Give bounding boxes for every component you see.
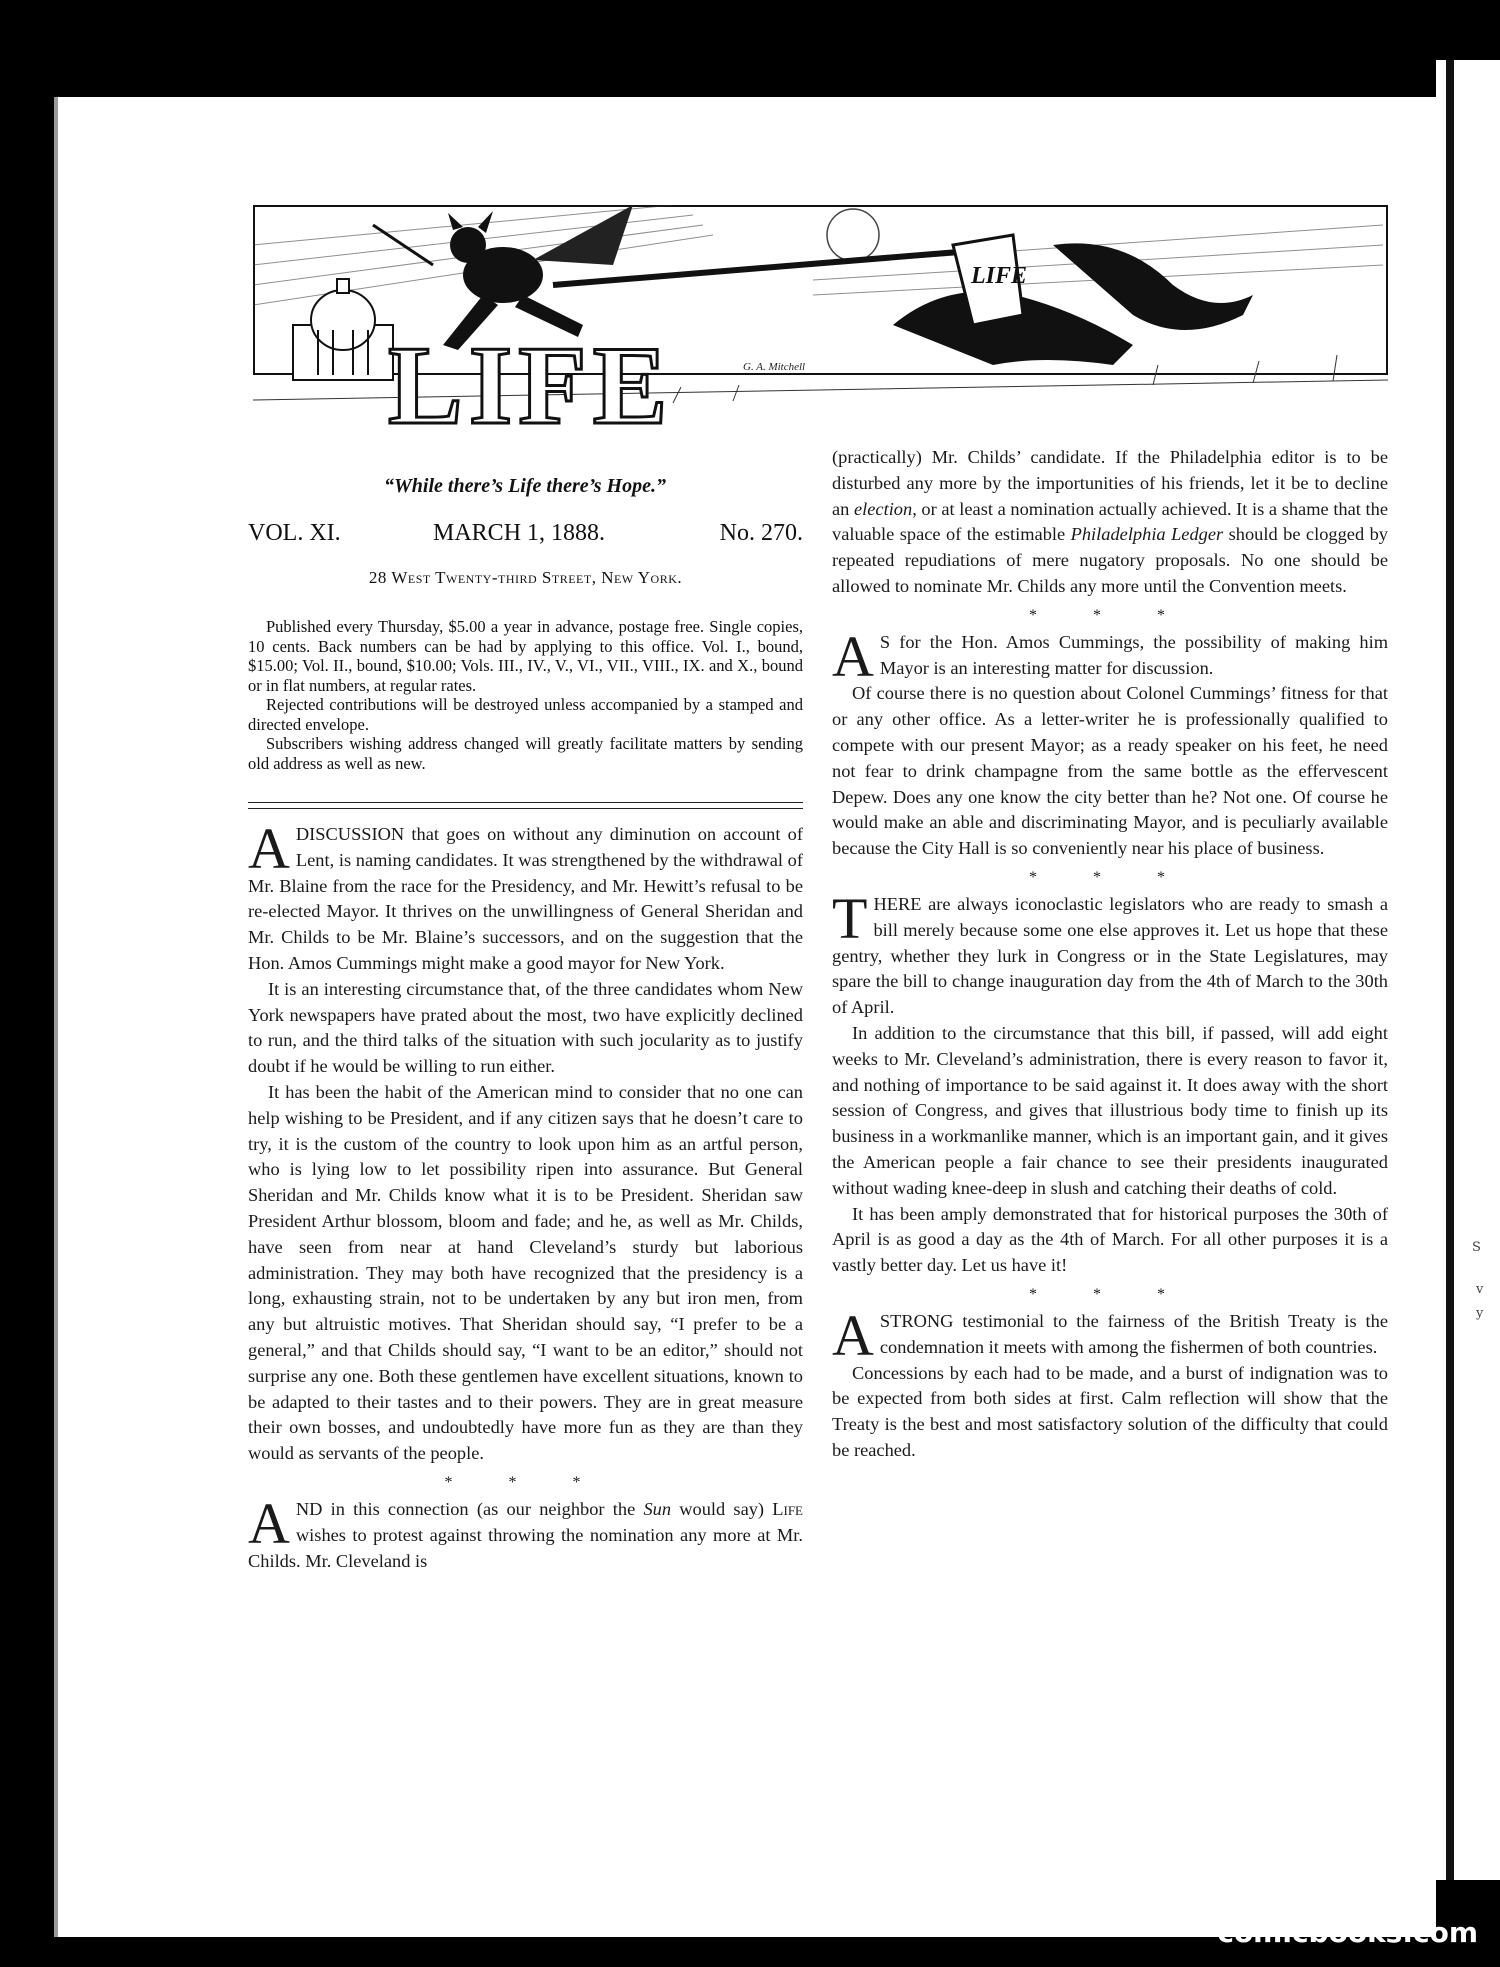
section-separator: * * * bbox=[1029, 1285, 1191, 1303]
adjacent-page-fragment: S bbox=[1472, 1240, 1481, 1255]
artist-signature: G. A. Mitchell bbox=[743, 361, 806, 373]
sun bbox=[827, 209, 879, 261]
shield-text: LIFE bbox=[971, 263, 1028, 289]
lead-word: DISCUSSION bbox=[295, 824, 405, 844]
section-separator: * * * bbox=[1029, 868, 1191, 886]
drop-cap: A bbox=[832, 623, 874, 689]
address bbox=[248, 568, 803, 588]
masthead-illustration bbox=[253, 205, 1388, 455]
section-separator: * * * bbox=[444, 1473, 607, 1491]
newspaper-name: Philadelphia Ledger bbox=[1070, 524, 1224, 545]
emphasis: election, bbox=[853, 498, 917, 519]
article-paragraph bbox=[248, 816, 803, 977]
lance bbox=[553, 250, 983, 285]
section-separator: * * * bbox=[1029, 606, 1191, 624]
issue-number: No. 270. bbox=[719, 520, 803, 546]
paragraph-text: testimonial to the fairness of the British Treaty is the condemnation it meets with among the fishermen of both countries. bbox=[879, 1310, 1389, 1357]
publication-notice bbox=[248, 617, 803, 773]
page-gutter bbox=[1446, 60, 1454, 1880]
drop-cap: T bbox=[832, 885, 868, 951]
life-logo: LIFE bbox=[388, 324, 674, 448]
paragraph-text: or at least a nomination actually achieved. It is a shame that the valuable space of the estimable bbox=[832, 498, 1388, 545]
paragraph-text: wishes to protest against throwing the nomination any more at Mr. Childs. Mr. Cleveland is bbox=[248, 1524, 803, 1571]
article-paragraph bbox=[248, 1490, 803, 1574]
newspaper-name: Sun bbox=[643, 1498, 672, 1519]
adjacent-page-fragment: v bbox=[1476, 1282, 1484, 1297]
notice-subscription: Published every Thursday, $5.00 a year in advance, postage free. Single copies, 10 cents. Back numbers can be had by applying to this office. Vol. I., bound, $15.00; Vol. II., bound, $10.00; Vols. III., IV., V., VI., VII., VIII., IX. and X., bound or in flat numbers, at regular rates. bbox=[248, 617, 803, 695]
article-paragraph: It has been the habit of the American mind to consider that no one can help wishing to be President, and if any citizen says that he doesn’t care to try, it is the custom of the country to look upon him as an artful person, who is lying low to let possibility ripen into assurance. But General Sheridan and Mr. Childs know what it is to be President. Sheridan saw President Arthur blossom, bloom and fade; and he, as well as Mr. Childs, have seen from near at hand Cleveland’s sturdy but laborious administration. They may both have recognized that the presidency is a long, exhausting strain, not to be undertaken by any but iron men, from any but altruistic motives. That Sheridan should say, “I prefer to be a general,” and that Childs should say, “I want to be an editor,” should not surprise any one. Both these gentlemen have excellent situations, known to be adapted to their tastes and to their powers. They are in great measure their own bosses, and undoubtedly have more fun as they are than they would as servants of the people. bbox=[248, 1081, 803, 1464]
article-paragraph: Of course there is no question about Colonel Cummings’ fitness for that or any other office. As a letter-writer he is professionally qualified to compete with our present Mayor; as a ready speaker on his feet, he need not fear to drink champagne from the same bottle as the effervescent Depew. Does any one know the city better than he? Not one. Of course he would make an able and discriminating Mayor, and is peculiarly available because the City Hall is so conveniently near his place of business. bbox=[832, 683, 1388, 859]
magazine-name: Life bbox=[772, 1498, 803, 1519]
paragraph-text: should be clogged by repeated repudiations of mere nugatory proposals. No one should be allowed to nominate Mr. Childs any more until the Convention meets. bbox=[832, 524, 1388, 596]
divider-rule bbox=[248, 808, 803, 809]
divider-rule bbox=[248, 802, 803, 803]
article-paragraph bbox=[832, 445, 1388, 600]
article-paragraph: In addition to the circumstance that this bill, if passed, will add eight weeks to Mr. Cleveland’s administration, there is every reason to favor it, and nothing of importance to be said against it. It does away with the short session of Congress, and gives that illustrious body time to finish up its business in a workmanlike manner, which is an important gain, and it gives the American people a fair chance to see their presidents inaugurated without wading knee-deep in slush and catching their deaths of cold. bbox=[832, 1022, 1388, 1198]
paragraph-text: that goes on without any diminution on account of Lent, is naming candidates. It was strengthened by the withdrawal of Mr. Blaine from the race for the Presidency, and Mr. Hewitt’s refusal to be re-elected Mayor. It thrives on the unwillingness of General Sheridan and Mr. Childs to be Mr. Blaine’s successors, and on the suggestion that the Hon. Amos Cummings might make a good mayor for New York. bbox=[248, 824, 803, 973]
article-paragraph bbox=[832, 623, 1388, 689]
left-column bbox=[248, 816, 803, 1574]
motto: “While there’s Life there’s Hope.” bbox=[384, 475, 666, 497]
issue-line bbox=[248, 520, 803, 550]
article-paragraph bbox=[832, 1302, 1389, 1368]
paragraph-text: are always iconoclastic legislators who are ready to smash a bill merely because some one else approves it. Let us hope that these gentry, whether they lurk in Congress or in the State Legislatures, may spare the bill to change inauguration day from the 4th of March to the 30th of April. bbox=[832, 893, 1388, 1018]
paragraph-text: would say) bbox=[671, 1498, 773, 1519]
article-paragraph: Concessions by each had to be made, and a burst of indignation was to be expected from both sides at first. Calm reflection will show that the Treaty is the best and most satisfactory solution of the difficulty that could be reached. bbox=[832, 1362, 1388, 1460]
notice-contributions: Rejected contributions will be destroyed unless accompanied by a stamped and directed envelope. bbox=[248, 695, 803, 734]
address-text: 28 West Twenty-third Street, New York. bbox=[368, 568, 683, 587]
watermark: comicbooks.com bbox=[1217, 1916, 1478, 1949]
issue-date: MARCH 1, 1888. bbox=[433, 520, 606, 546]
paragraph-text: S for the Hon. Amos Cummings, the possibility of making him Mayor is an interesting matter for discussion. bbox=[879, 631, 1388, 678]
right-column bbox=[832, 445, 1388, 1464]
paragraph-text: (practically) Mr. Childs’ candidate. If the Philadelphia editor is to be disturbed any more by the importunities of his friends, let it be to decline an bbox=[832, 447, 1388, 519]
lead-word: STRONG bbox=[879, 1310, 954, 1331]
sky-hatching bbox=[253, 205, 1383, 305]
drop-cap: A bbox=[248, 1490, 290, 1556]
volume: VOL. XI. bbox=[248, 520, 341, 546]
article-paragraph: It has been amply demonstrated that for historical purposes the 30th of April is as good a day as the 4th of March. For all other purposes it is a vastly better day. Let us have it! bbox=[832, 1203, 1388, 1276]
article-paragraph bbox=[832, 885, 1388, 1021]
capitol-dome bbox=[293, 279, 393, 380]
masthead-drawing bbox=[253, 205, 1388, 455]
drop-cap: A bbox=[832, 1302, 874, 1368]
paragraph-text: ND in this connection (as our neighbor the bbox=[295, 1498, 644, 1519]
adjacent-page-fragment: y bbox=[1476, 1306, 1484, 1321]
drop-cap: A bbox=[248, 816, 290, 881]
article-paragraph: It is an interesting circumstance that, of the three candidates whom New York newspapers have prated about the most, two have explicitly declined to run, and the third talks of the situation with such jocularity as to justify doubt if he would be willing to run either. bbox=[248, 978, 803, 1077]
notice-address-change: Subscribers wishing address changed will greatly facilitate matters by sending old address as well as new. bbox=[248, 734, 803, 773]
lead-word: HERE bbox=[873, 893, 922, 914]
